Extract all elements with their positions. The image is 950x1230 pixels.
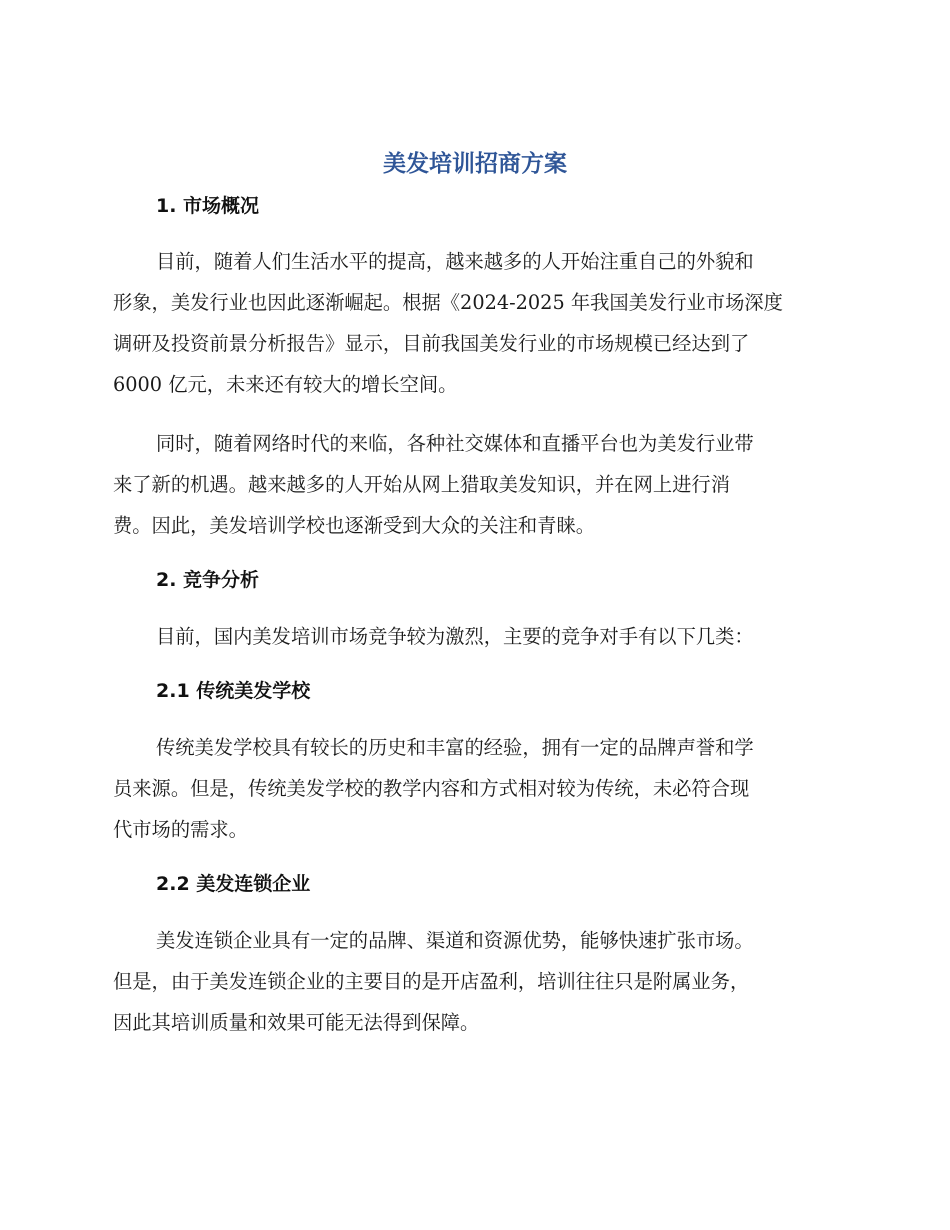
- paragraph-chain-enterprises: [113, 920, 835, 1043]
- text-line: 费。因此，美发培训学校也逐渐受到大众的关注和青睐。: [113, 514, 596, 537]
- text-line: 形象，美发行业也因此逐渐崛起。根据《2024-2025 年我国美发行业市场深度: [113, 291, 783, 314]
- text-line: 代市场的需求。: [113, 818, 248, 841]
- subsection-heading-traditional-schools: 2.1 传统美发学校: [156, 680, 311, 702]
- text-line: 目前，国内美发培训市场竞争较为激烈，主要的竞争对手有以下几类：: [156, 625, 754, 648]
- paragraph-traditional-schools: [113, 727, 835, 850]
- paragraph-market-1: [113, 241, 835, 405]
- text-line: 传统美发学校具有较长的历史和丰富的经验，拥有一定的品牌声誉和学: [156, 736, 754, 759]
- text-line: 但是，由于美发连锁企业的主要目的是开店盈利，培训往往只是附属业务，: [113, 970, 750, 993]
- paragraph-competition-intro: [113, 616, 835, 657]
- section-heading-competition: 2. 竞争分析: [156, 569, 260, 591]
- text-line: 因此其培训质量和效果可能无法得到保障。: [113, 1011, 480, 1034]
- text-line: 6000 亿元，未来还有较大的增长空间。: [113, 373, 458, 396]
- paragraph-market-2: [113, 423, 835, 546]
- text-line: 员来源。但是，传统美发学校的教学内容和方式相对较为传统，未必符合现: [113, 777, 750, 800]
- section-heading-market: 1. 市场概况: [156, 195, 260, 217]
- document-title: 美发培训招商方案: [383, 151, 567, 177]
- text-line: 调研及投资前景分析报告》显示，目前我国美发行业的市场规模已经达到了: [113, 332, 750, 355]
- text-line: 来了新的机遇。越来越多的人开始从网上猎取美发知识，并在网上进行消: [113, 473, 730, 496]
- text-line: 目前，随着人们生活水平的提高，越来越多的人开始注重自己的外貌和: [156, 250, 754, 273]
- text-line: 同时，随着网络时代的来临，各种社交媒体和直播平台也为美发行业带: [156, 432, 754, 455]
- text-line: 美发连锁企业具有一定的品牌、渠道和资源优势，能够快速扩张市场。: [156, 929, 754, 952]
- subsection-heading-chain-enterprises: 2.2 美发连锁企业: [156, 873, 311, 895]
